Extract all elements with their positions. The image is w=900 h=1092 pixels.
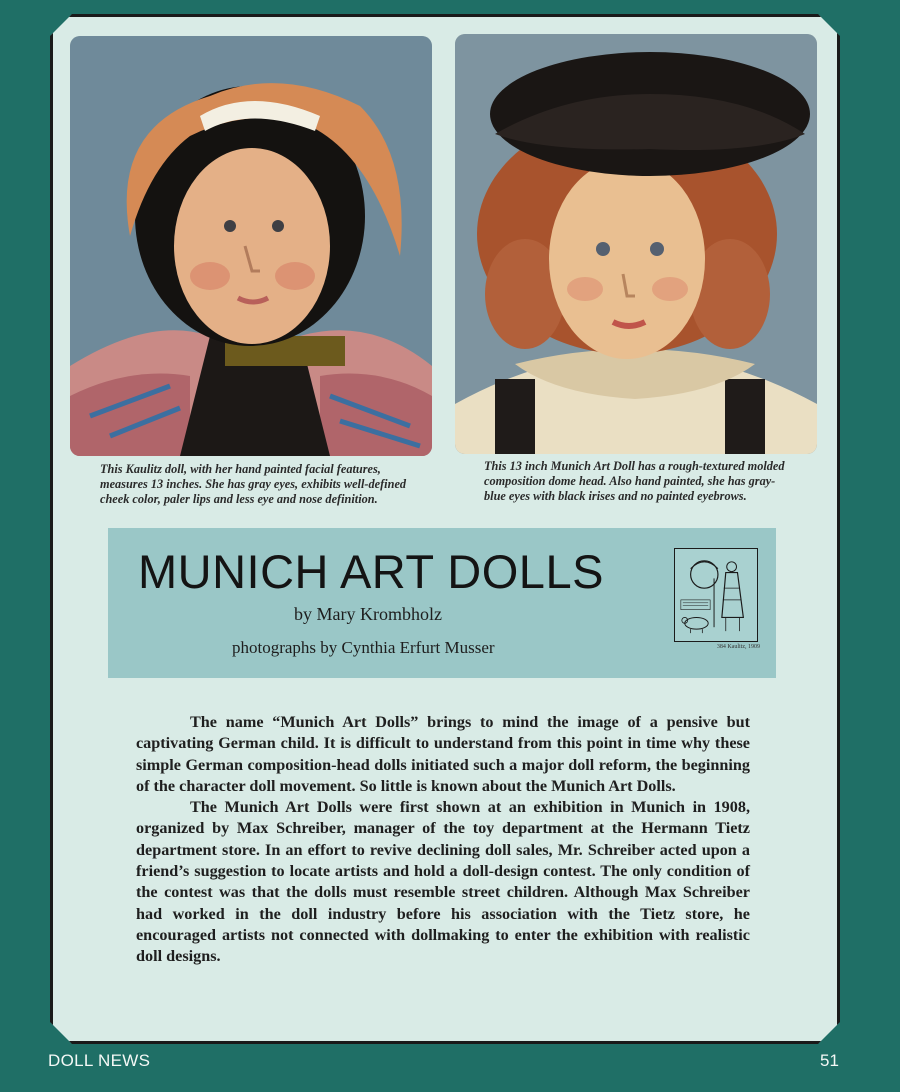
article-title: MUNICH ART DOLLS <box>138 545 604 598</box>
munich-art-doll-photo <box>455 34 817 454</box>
page-number: 51 <box>820 1051 839 1070</box>
article-paragraph: The Munich Art Dolls were first shown at an exhibition in Munich in 1908, organized by Max Schreiber, manager of the toy department at the Hermann Tietz department store. In an effort to revive declining doll sales, Mr. Schreiber acted upon a friend’s suggestion to locate artists and hold a doll-design contest. The only condition of the contest was that the dolls must resemble street children. Although Max Schreiber had worked in the doll industry before his association with the Tietz store, he encouraged artists not connected with dollmaking to enter the exhibition with realistic doll designs. <box>136 798 750 966</box>
left-photo-caption: This Kaulitz doll, with her hand painted facial features, measures 13 inches. She has gray eyes, exhibits well-defined cheek color, paler lips and less eye and nose definition. <box>100 462 407 506</box>
publication-name: DOLL NEWS <box>48 1051 151 1070</box>
title-block <box>108 528 776 678</box>
photo-credit: photographs by Cynthia Erfurt Musser <box>232 638 495 657</box>
author-byline: by Mary Krombholz <box>294 604 442 624</box>
article-body <box>136 712 750 968</box>
girl-with-sheep-icon <box>674 548 758 642</box>
kaulitz-illustration <box>674 548 760 648</box>
article-paragraph: The name “Munich Art Dolls” brings to mind the image of a pensive but captivating German child. It is difficult to understand from this point in time why these simple German composition-head dolls initiated such a major doll reform, the beginning of the character doll movement. So little is known about the Munich Art Dolls. <box>136 713 750 795</box>
illustration-caption: 384 Kaulitz, 1909 <box>716 644 760 650</box>
right-photo-caption: This 13 inch Munich Art Doll has a rough-textured molded composition dome head. Also hand painted, she has gray-blue eyes with black irises and no painted eyebrows. <box>484 459 785 503</box>
kaulitz-doll-photo <box>70 36 432 456</box>
